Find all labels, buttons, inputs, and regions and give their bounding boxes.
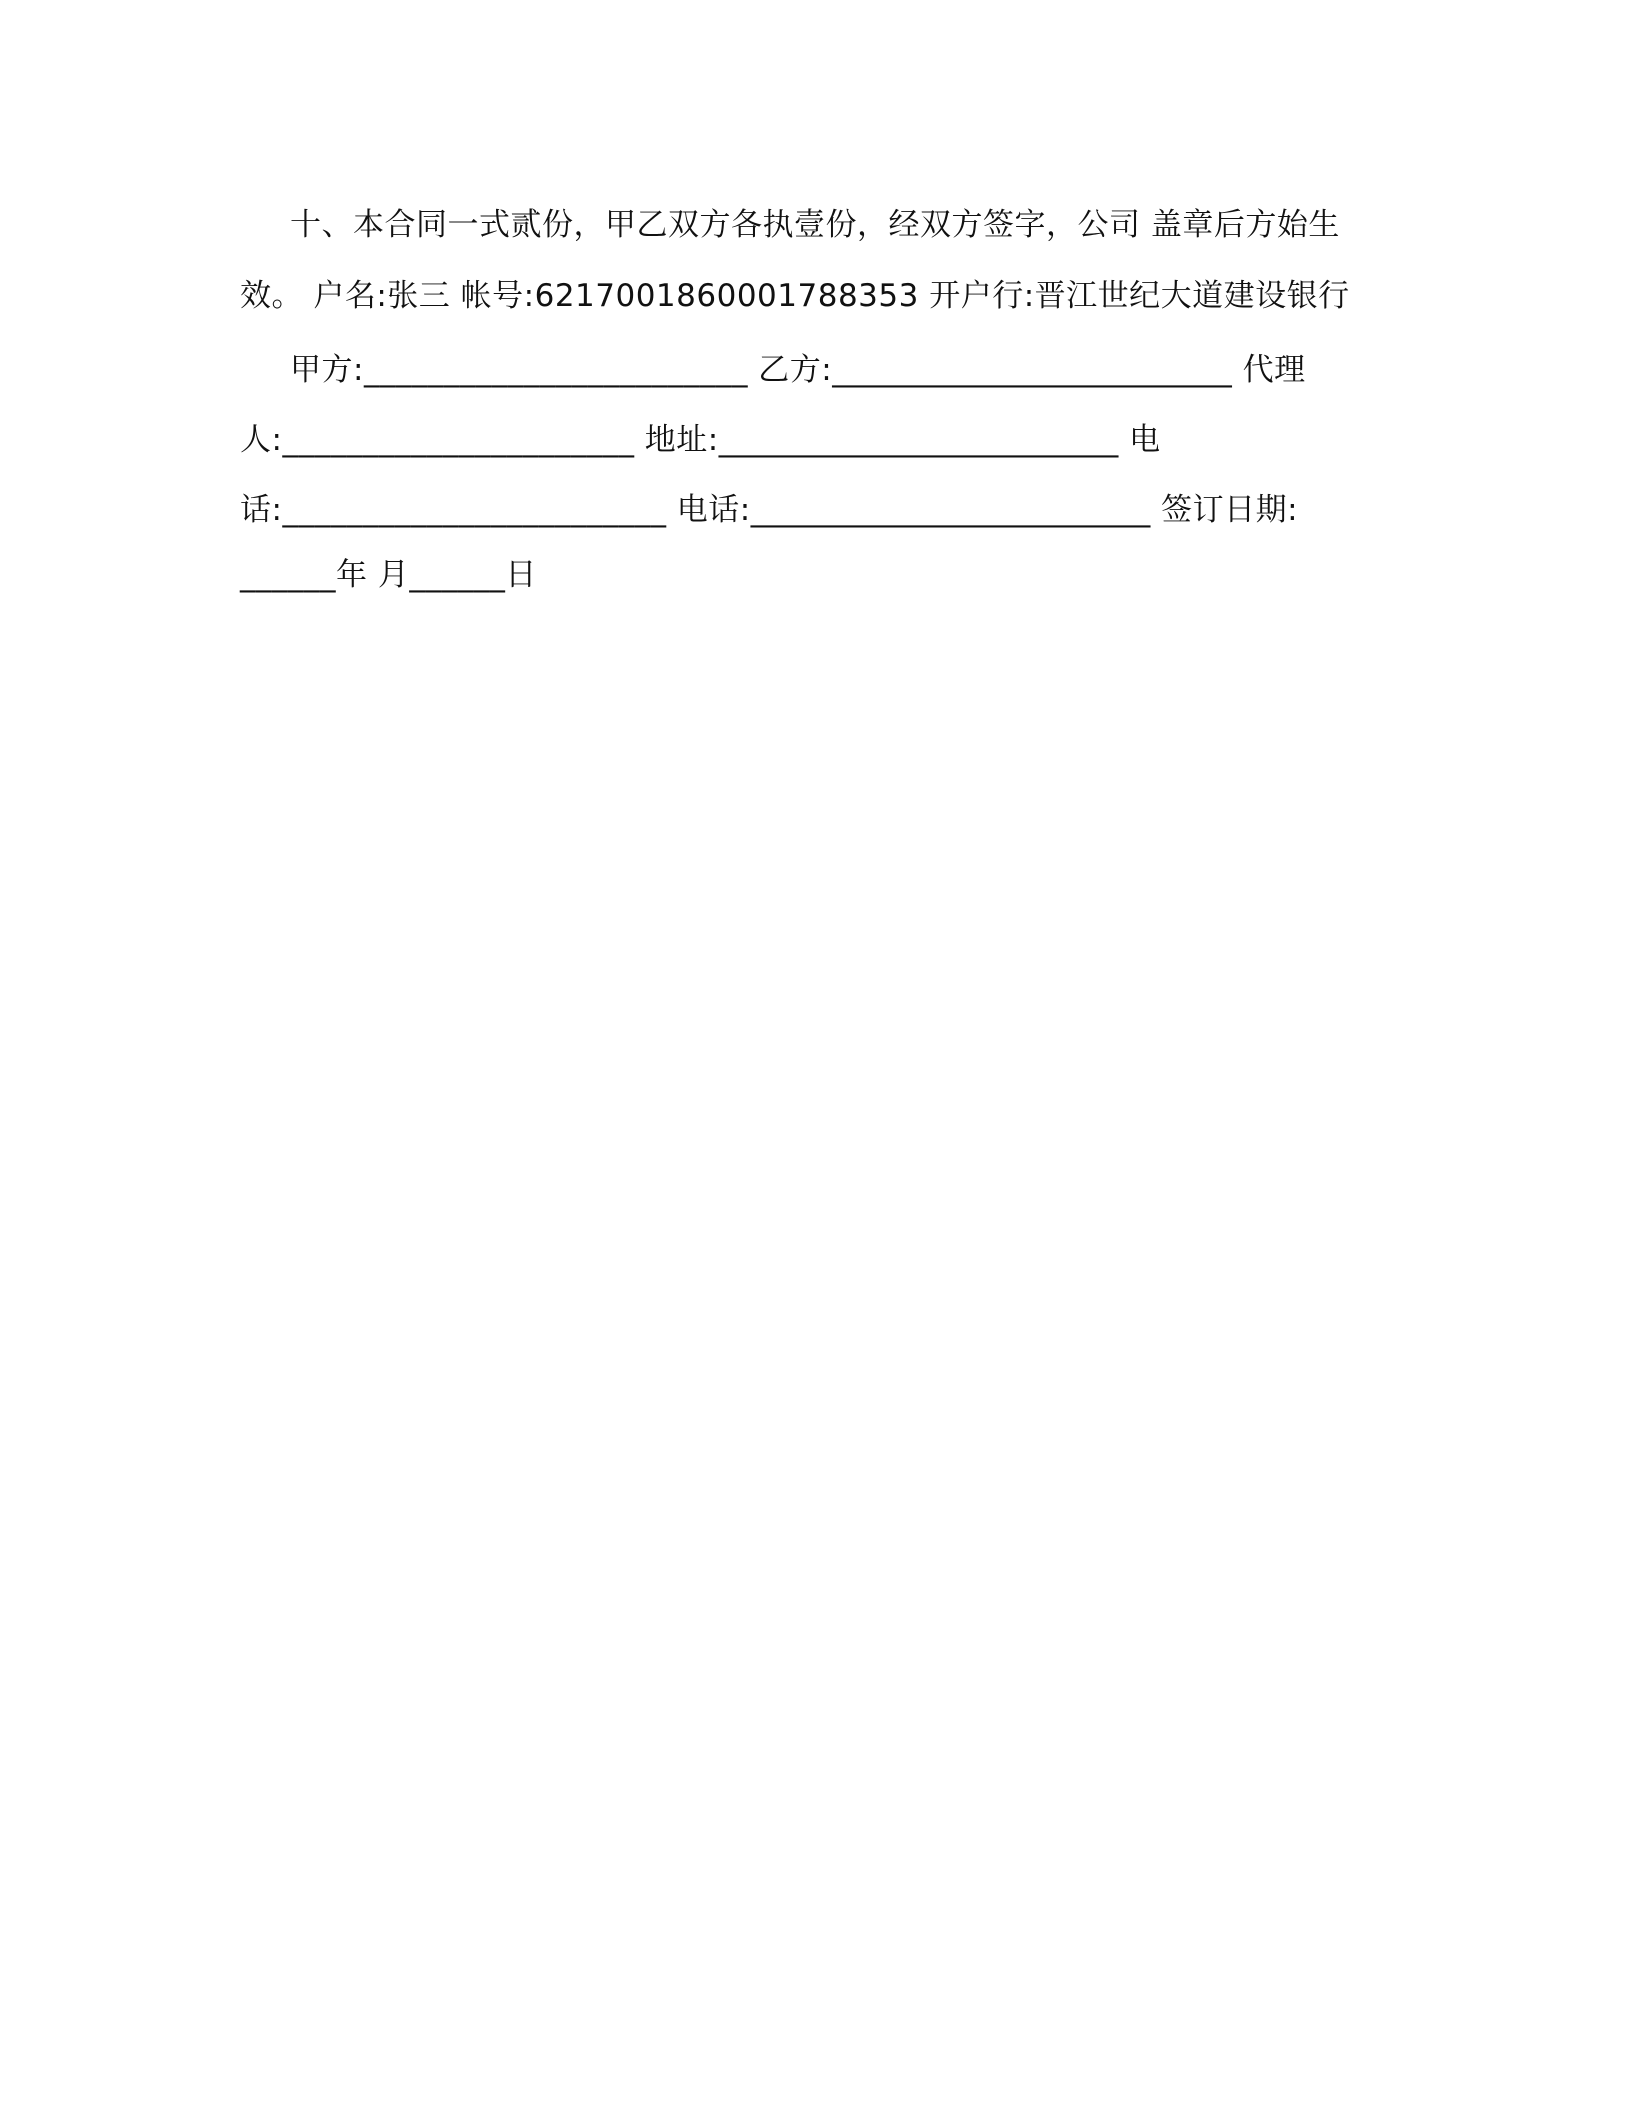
phone-date-line: 话:________________________ 电话:_________________________ 签订日期: <box>240 492 1299 528</box>
party-signature-line: 甲方:________________________ 乙方:_________________________ 代理 <box>290 352 1306 388</box>
agent-address-line: 人:______________________ 地址:_________________________ 电 <box>240 422 1161 458</box>
signing-date-line: ______年 月______日 <box>240 557 537 593</box>
clause-ten-text: 十、本合同一式贰份，甲乙双方各执壹份，经双方签字，公司 盖章后方始生 <box>290 207 1340 243</box>
account-info-text: 效。 户名:张三 帐号:6217001860001788353 开户行:晋江世纪大道建设银行 <box>240 278 1350 314</box>
